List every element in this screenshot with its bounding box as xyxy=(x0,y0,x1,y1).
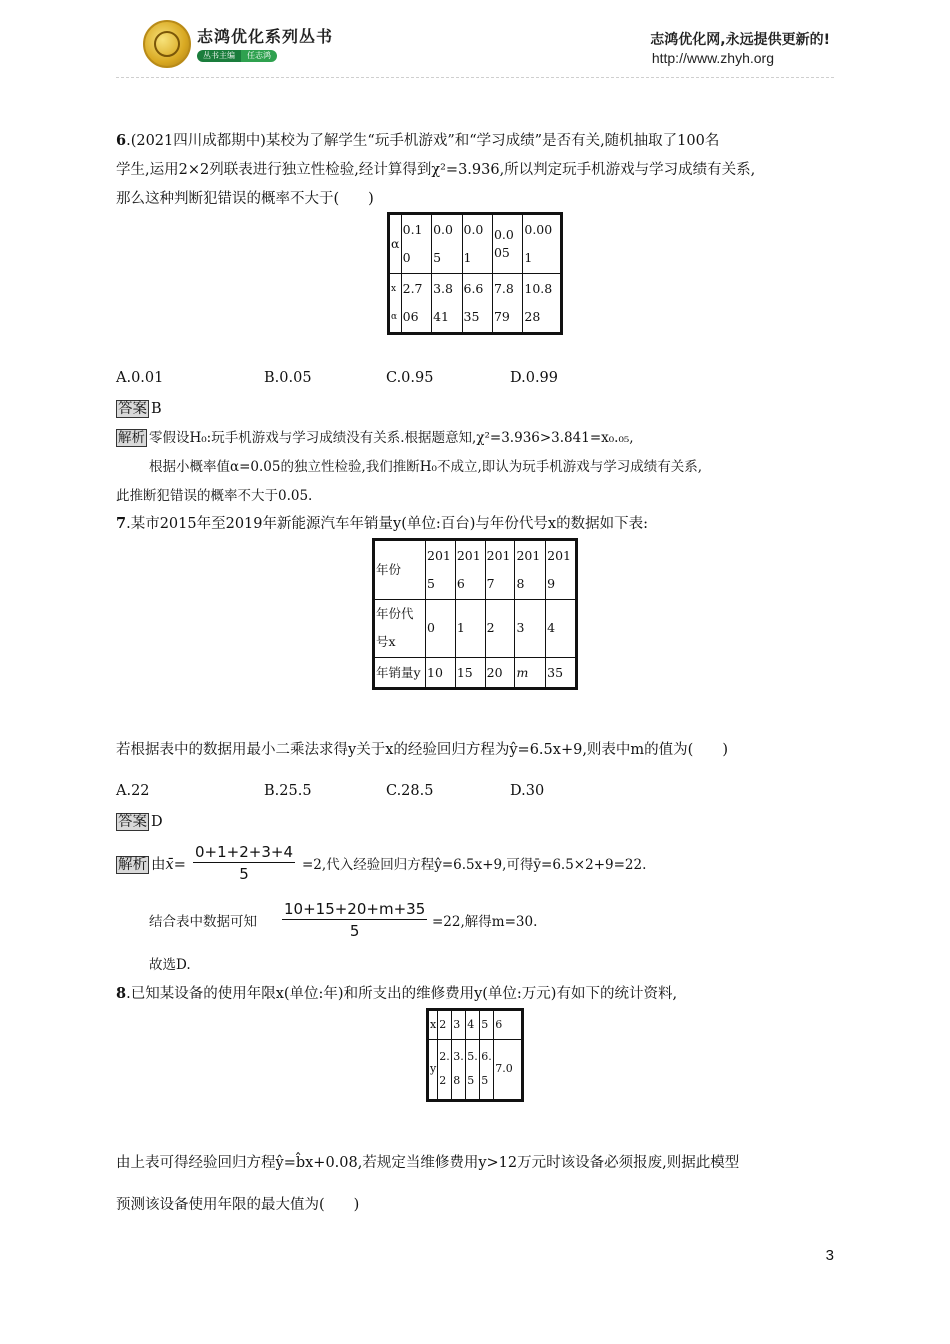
analysis-tag: 解析 xyxy=(118,857,147,873)
q7-options xyxy=(116,783,816,803)
table-cell: 3.8 xyxy=(452,1039,466,1101)
q7-line1 xyxy=(116,514,648,534)
q7-stem: 若根据表中的数据用最小二乘法求得y关于x的经验回归方程为ŷ=6.5x+9,则表中m的值为( ) xyxy=(116,742,728,758)
table-cell: 5 xyxy=(480,1010,494,1040)
header-url[interactable]: http://www.zhyh.org xyxy=(651,50,774,66)
publisher-logo-icon xyxy=(143,20,191,68)
q6-options xyxy=(116,370,816,390)
q6-option-b[interactable]: B.0.05 xyxy=(264,370,312,386)
q6-critical-value-table xyxy=(387,212,563,335)
table-cell: 2018 xyxy=(515,540,546,600)
table-cell: 0.01 xyxy=(462,214,492,274)
q7-option-a[interactable]: A.22 xyxy=(116,783,150,799)
fraction-numerator: 10+15+20+m+35 xyxy=(284,900,426,918)
fraction-numerator: 0+1+2+3+4 xyxy=(195,843,293,861)
table-cell: 20 xyxy=(485,658,515,689)
table-cell: 年份 xyxy=(374,540,426,600)
q7-option-b[interactable]: B.25.5 xyxy=(264,783,312,799)
q6-option-c[interactable]: C.0.95 xyxy=(386,370,434,386)
table-cell: 7.879 xyxy=(492,274,522,334)
q7-analysis-2-head: 结合表中数据可知 xyxy=(149,914,257,930)
q6-analysis-3: 此推断犯错误的概率不大于0.05. xyxy=(116,488,313,504)
q7-answer xyxy=(116,812,163,832)
table-cell: 0.005 xyxy=(492,214,522,274)
q7-mean-x-fraction xyxy=(193,843,295,883)
table-cell: 3 xyxy=(452,1010,466,1040)
q8-line1-text: .已知某设备的使用年限x(单位:年)和所支出的维修费用y(单位:万元)有如下的统计资料, xyxy=(126,986,678,1002)
q8-stem-1: 由上表可得经验回归方程ŷ=b̂x+0.08,若规定当维修费用y>12万元时该设备必须报废,则据此模型 xyxy=(116,1155,740,1171)
table-cell: m xyxy=(515,658,546,689)
table-cell: 6 xyxy=(494,1010,523,1040)
q6-analysis-1-text: 零假设H₀:玩手机游戏与学习成绩没有关系.根据题意知,χ²=3.936>3.841=x₀.₀₅, xyxy=(149,430,634,446)
table-row xyxy=(374,540,577,600)
answer-tag: 答案 xyxy=(118,814,147,830)
table-cell: 3 xyxy=(515,599,546,658)
series-title: 志鸿优化系列丛书 xyxy=(197,27,334,46)
table-cell: 2 xyxy=(438,1010,452,1040)
table-row xyxy=(374,658,577,689)
q6-answer-value: B xyxy=(151,401,162,417)
table-cell: 35 xyxy=(546,658,577,689)
table-cell: 4 xyxy=(546,599,577,658)
table-cell: 7.0 xyxy=(494,1039,523,1101)
q6-line1 xyxy=(116,131,719,151)
q8-stem-2: 预测该设备使用年限的最大值为( ) xyxy=(116,1197,360,1213)
q6-line1-text: .(2021四川成都期中)某校为了解学生“玩手机游戏”和“学习成绩”是否有关,随机抽取了100名 xyxy=(126,133,720,149)
table-cell: 2.2 xyxy=(438,1039,452,1101)
table-cell: y xyxy=(428,1039,438,1101)
q7-analysis-1-tail: =2,代入经验回归方程ŷ=6.5x+9,可得ȳ=6.5×2+9=22. xyxy=(302,857,647,873)
table-row xyxy=(428,1010,523,1040)
q7-analysis-2-tail: =22,解得m=30. xyxy=(432,914,538,930)
table-cell: 6.5 xyxy=(480,1039,494,1101)
fraction-denominator: 5 xyxy=(349,922,360,940)
editor-badge-label: 丛书主编 xyxy=(197,50,241,62)
table-cell: 0.05 xyxy=(432,214,462,274)
q6-number: 6 xyxy=(116,132,127,149)
q6-option-a[interactable]: A.0.01 xyxy=(116,370,164,386)
table-cell: 0.10 xyxy=(401,214,431,274)
editor-badge xyxy=(197,50,277,62)
q6-answer xyxy=(116,399,162,419)
table-cell: 6.635 xyxy=(462,274,492,334)
table-cell: 2 xyxy=(485,599,515,658)
q8-line1 xyxy=(116,984,677,1004)
table-row xyxy=(389,214,562,274)
q7-answer-value: D xyxy=(151,814,163,830)
table-cell: 2019 xyxy=(546,540,577,600)
q8-cost-table xyxy=(426,1008,524,1102)
q7-mean-y-fraction xyxy=(282,900,427,940)
q7-option-d[interactable]: D.30 xyxy=(510,783,545,799)
table-cell: 4 xyxy=(466,1010,480,1040)
q6-line2: 学生,运用2×2列联表进行独立性检验,经计算得到χ²=3.936,所以判定玩手机游戏与学习成绩有关系, xyxy=(116,162,756,178)
fraction-denominator: 5 xyxy=(239,865,249,883)
q7-number: 7 xyxy=(116,515,127,532)
q6-analysis-2: 根据小概率值α=0.05的独立性检验,我们推断H₀不成立,即认为玩手机游戏与学习成绩有关系, xyxy=(149,459,703,475)
table-cell: 0 xyxy=(426,599,456,658)
table-cell: x xyxy=(428,1010,438,1040)
page-header xyxy=(0,0,950,82)
q7-analysis-1 xyxy=(116,855,186,875)
table-cell: 0.001 xyxy=(523,214,562,274)
table-cell: 2015 xyxy=(426,540,456,600)
q7-analysis-1-lead: 由x̄= xyxy=(151,857,186,873)
table-row xyxy=(389,274,562,334)
table-cell: 3.841 xyxy=(432,274,462,334)
table-row xyxy=(428,1039,523,1101)
table-cell: 1 xyxy=(455,599,485,658)
q7-line1-text: .某市2015年至2019年新能源汽车年销量y(单位:百台)与年份代号x的数据如下表: xyxy=(126,516,648,532)
table-cell: 5.5 xyxy=(466,1039,480,1101)
table-cell: α xyxy=(389,214,402,274)
q6-option-d[interactable]: D.0.99 xyxy=(510,370,559,386)
q7-option-c[interactable]: C.28.5 xyxy=(386,783,434,799)
table-cell: xα xyxy=(389,274,402,334)
editor-badge-name: 任志鸿 xyxy=(241,50,277,62)
table-cell: 年销量y xyxy=(374,658,426,689)
table-cell: 10 xyxy=(426,658,456,689)
analysis-tag: 解析 xyxy=(118,430,145,446)
table-cell: 10.828 xyxy=(523,274,562,334)
header-divider xyxy=(116,77,834,78)
q6-line3: 那么这种判断犯错误的概率不大于( ) xyxy=(116,191,374,207)
table-cell: 2016 xyxy=(455,540,485,600)
q7-analysis-3: 故选D. xyxy=(149,957,191,973)
q8-number: 8 xyxy=(116,985,127,1002)
header-slogan: 志鸿优化网,永远提供更新的! xyxy=(650,32,830,48)
table-row xyxy=(374,599,577,658)
table-cell: 2.706 xyxy=(401,274,431,334)
page-number: 3 xyxy=(825,1247,834,1264)
q6-analysis-1 xyxy=(116,428,634,448)
table-cell: 年份代号x xyxy=(374,599,426,658)
table-cell: 2017 xyxy=(485,540,515,600)
answer-tag: 答案 xyxy=(118,401,147,417)
q7-sales-table xyxy=(372,538,578,690)
table-cell: 15 xyxy=(455,658,485,689)
